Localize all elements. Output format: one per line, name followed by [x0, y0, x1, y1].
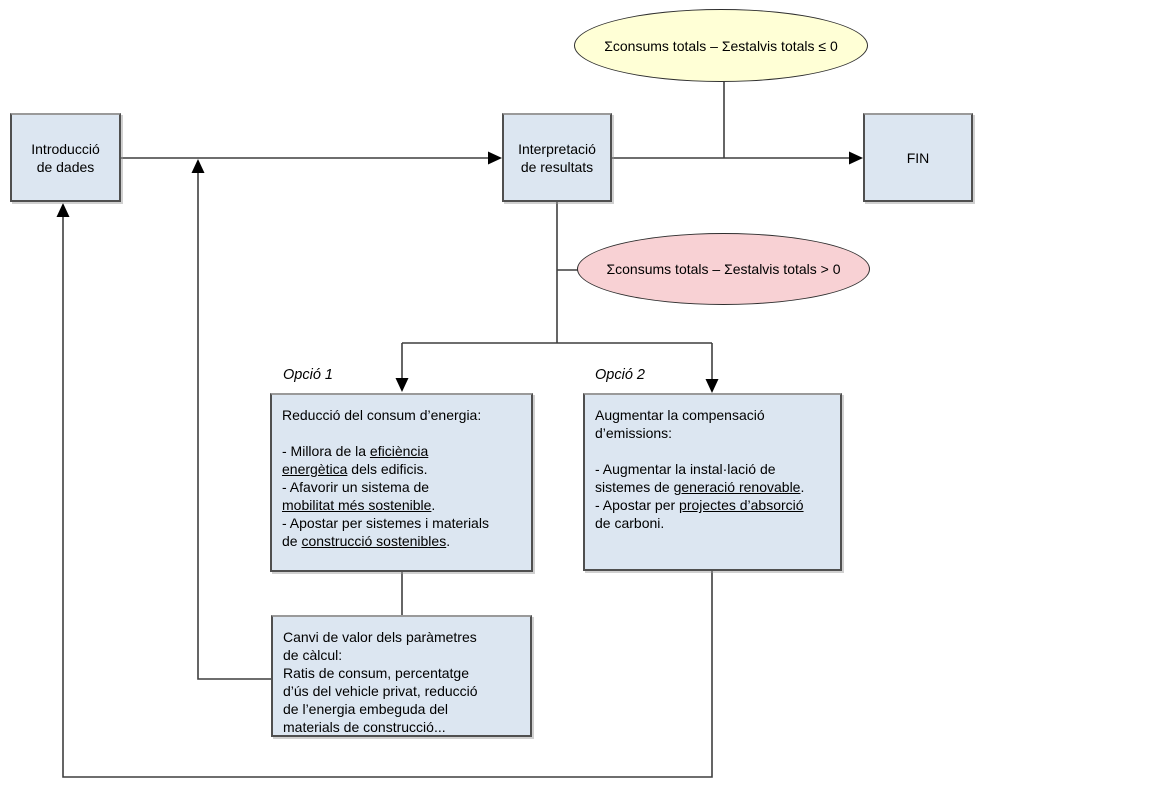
option2-label: Opció 2 — [595, 367, 645, 383]
arrowhead-into-option2 — [706, 379, 719, 393]
arrowhead-into-fin — [849, 152, 863, 165]
option1-label: Opció 1 — [283, 367, 333, 383]
condition-end-text: Σconsums totals – Σestalvis totals ≤ 0 — [604, 37, 838, 54]
node-interpretacio-resultats: Interpretació de resultats — [502, 113, 612, 202]
node-introduccio-dades: Introducció de dades — [10, 113, 121, 202]
condition-loop-text: Σconsums totals – Σestalvis totals > 0 — [606, 261, 841, 277]
node-opcio1-reduccio-consum: Reducció del consum d’energia: - Millora de la eficiència energètica dels edificis. - Afavorir un sistema de mobilitat més sostenible. - Apostar per sistemes i materials de construcció sostenibles. — [270, 393, 533, 572]
connector-params-feedback — [198, 171, 271, 679]
condition-loop-ellipse — [577, 233, 870, 305]
condition-end-ellipse — [574, 9, 868, 82]
arrowhead-feedback-line — [192, 159, 205, 173]
fin-label: FIN — [906, 149, 930, 166]
node-fin — [863, 113, 973, 202]
arrowhead-into-interp — [488, 152, 502, 165]
arrowhead-into-option1 — [396, 378, 409, 392]
node-opcio2-augmentar-compensacio: Augmentar la compensació d’emissions: - Augmentar la instal·lació de sistemes de generació renovable. - Apostar per projectes d’absorció de carboni. — [583, 393, 842, 571]
arrowhead-into-intro — [57, 203, 70, 217]
node-canvi-parametres-calcul: Canvi de valor dels paràmetres de càlcul: Ratis de consum, percentatge d’ús del vehicle privat, reducció de l’energia embeguda del materials de construcció... — [271, 615, 532, 737]
